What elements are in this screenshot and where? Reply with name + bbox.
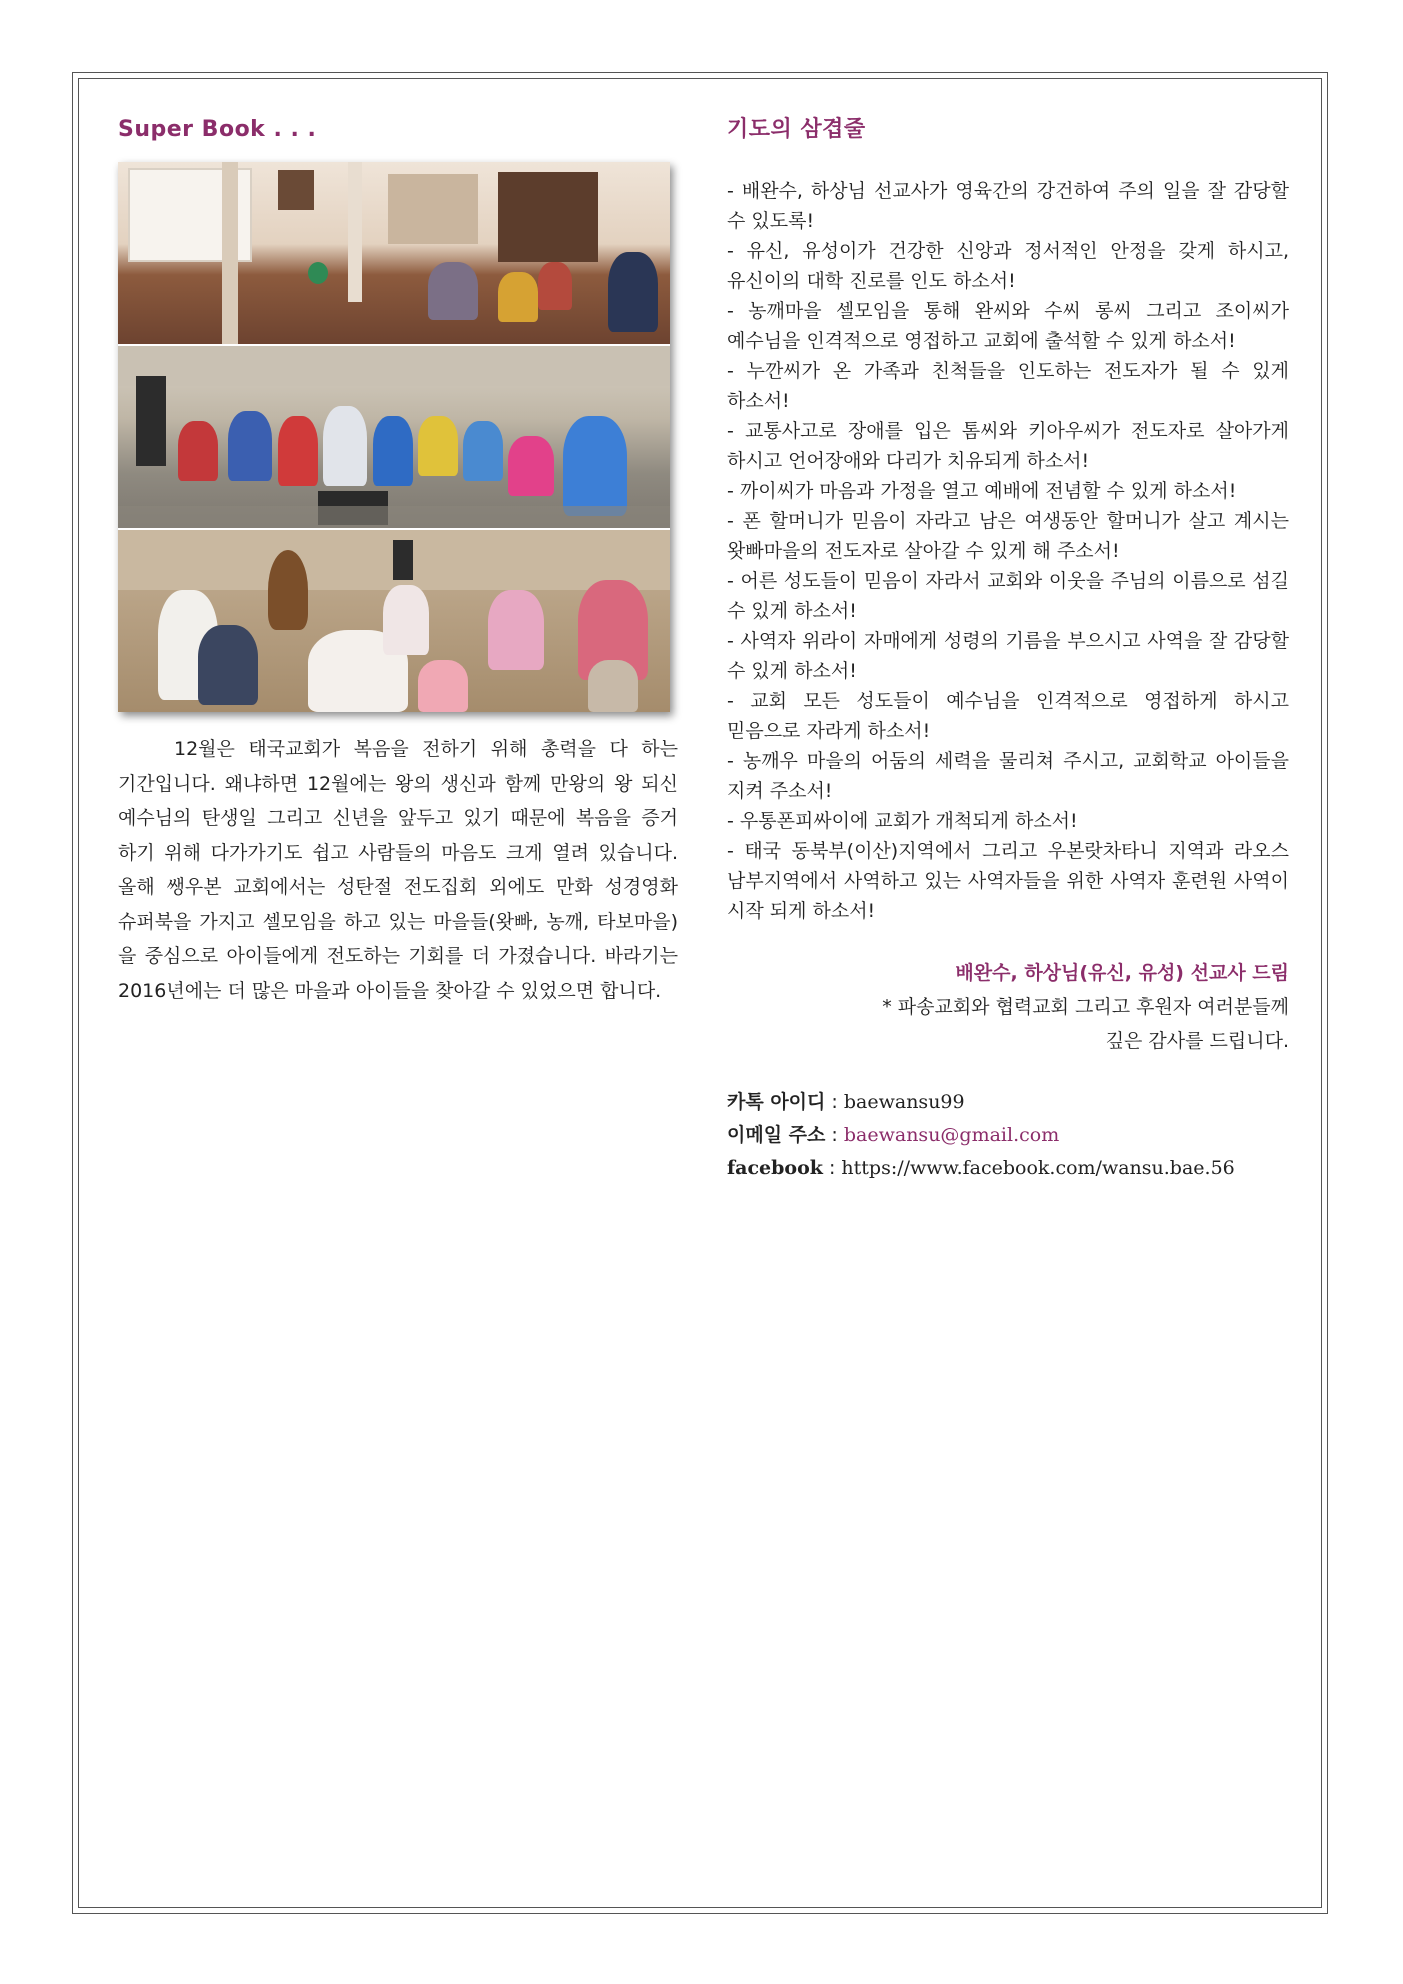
signature-block bbox=[727, 956, 1289, 1058]
thanks-line-1: * 파송교회와 협력교회 그리고 후원자 여러분들께 bbox=[882, 996, 1289, 1018]
left-paragraph: 12월은 태국교회가 복음을 전하기 위해 총력을 다 하는 기간입니다. 왜냐하면 12월에는 왕의 생신과 함께 만왕의 왕 되신 예수님의 탄생일 그리고 신년을 앞두고 있기 때문에 복음을 증거 하기 위해 다가가기도 쉽고 사람들의 마음도 크게 열려 있습니다. 올해 쌩우본 교회에서는 성탄절 전도집회 외에도 만화 성경영화 슈퍼북을 가지고 셀모임을 하고 있는 마을들(왓빠, 농깨, 타보마을)을 중심으로 아이들에게 전도하는 기회를 더 가졌습니다. 바라기는 2016년에는 더 많은 마을과 아이들을 찾아갈 수 있었으면 합니다. bbox=[118, 738, 678, 1002]
contact-sep: : bbox=[822, 1157, 842, 1179]
photo-children-group bbox=[118, 344, 670, 528]
prayer-item: - 유신, 유성이가 건강한 신앙과 정서적인 안정을 갖게 하시고, 유신이의 대학 진로를 인도 하소서! bbox=[727, 240, 1289, 292]
contact-kakao bbox=[727, 1086, 1289, 1119]
contact-label: 이메일 주소 bbox=[727, 1124, 826, 1146]
right-section-title: 기도의 삼겹줄 bbox=[727, 117, 866, 142]
prayer-item: - 폰 할머니가 믿음이 자라고 남은 여생동안 할머니가 살고 계시는 왓빠마을의 전도자로 살아갈 수 있게 해 주소서! bbox=[727, 510, 1289, 562]
prayer-list bbox=[727, 176, 1289, 926]
prayer-item: - 배완수, 하상님 선교사가 영육간의 강건하여 주의 일을 잘 감당할 수 있도록! bbox=[727, 180, 1289, 232]
contact-sep: : bbox=[825, 1124, 844, 1146]
email-link[interactable]: baewansu@gmail.com bbox=[843, 1124, 1060, 1146]
prayer-item: - 누깐씨가 온 가족과 친척들을 인도하는 전도자가 될 수 있게 하소서! bbox=[727, 360, 1289, 412]
right-column bbox=[727, 112, 1289, 1185]
left-section-title: Super Book . . . bbox=[118, 117, 317, 142]
photo-indoor-screening bbox=[118, 162, 670, 344]
prayer-item: - 우통폰피싸이에 교회가 개척되게 하소서! bbox=[727, 810, 1078, 832]
prayer-item: - 어른 성도들이 믿음이 자라서 교회와 이웃을 주님의 이름으로 섬길 수 있게 하소서! bbox=[727, 570, 1289, 622]
contact-sep: : bbox=[825, 1091, 844, 1113]
contact-info bbox=[727, 1086, 1289, 1185]
contact-label: 카톡 아이디 bbox=[727, 1091, 826, 1113]
prayer-item: - 교통사고로 장애를 입은 톰씨와 키아우씨가 전도자로 살아가게 하시고 언어장애와 다리가 치유되게 하소서! bbox=[727, 420, 1289, 472]
thanks-line-2: 깊은 감사를 드립니다. bbox=[1105, 1030, 1289, 1052]
contact-facebook bbox=[727, 1152, 1289, 1185]
contact-value: baewansu99 bbox=[843, 1091, 965, 1113]
prayer-item: - 농깨우 마을의 어둠의 세력을 물리쳐 주시고, 교회학교 아이들을 지켜 주소서! bbox=[727, 750, 1289, 802]
left-body-text bbox=[118, 732, 678, 1008]
prayer-item: - 농깨마을 셀모임을 통해 완씨와 수씨 롱씨 그리고 조이씨가 예수님을 인격적으로 영접하고 교회에 출석할 수 있게 하소서! bbox=[727, 300, 1289, 352]
photo-collage bbox=[118, 162, 670, 712]
prayer-item: - 태국 동북부(이산)지역에서 그리고 우본랏차타니 지역과 라오스 남부지역에서 사역하고 있는 사역자들을 위한 사역자 훈련원 사역이 시작 되게 하소서! bbox=[727, 840, 1289, 922]
contact-email bbox=[727, 1119, 1289, 1152]
contact-label: facebook bbox=[727, 1157, 823, 1179]
facebook-link[interactable]: https://www.facebook.com/wansu.bae.56 bbox=[841, 1157, 1235, 1179]
prayer-item: - 까이씨가 마음과 가정을 열고 예배에 전념할 수 있게 하소서! bbox=[727, 480, 1237, 502]
photo-children-mat bbox=[118, 528, 670, 712]
signer-name: 배완수, 하상님(유신, 유성) 선교사 드림 bbox=[955, 962, 1289, 984]
prayer-item: - 사역자 위라이 자매에게 성령의 기름을 부으시고 사역을 잘 감당할 수 있게 하소서! bbox=[727, 630, 1289, 682]
prayer-item: - 교회 모든 성도들이 예수님을 인격적으로 영접하게 하시고 믿음으로 자라게 하소서! bbox=[727, 690, 1289, 742]
left-column bbox=[118, 112, 678, 1008]
